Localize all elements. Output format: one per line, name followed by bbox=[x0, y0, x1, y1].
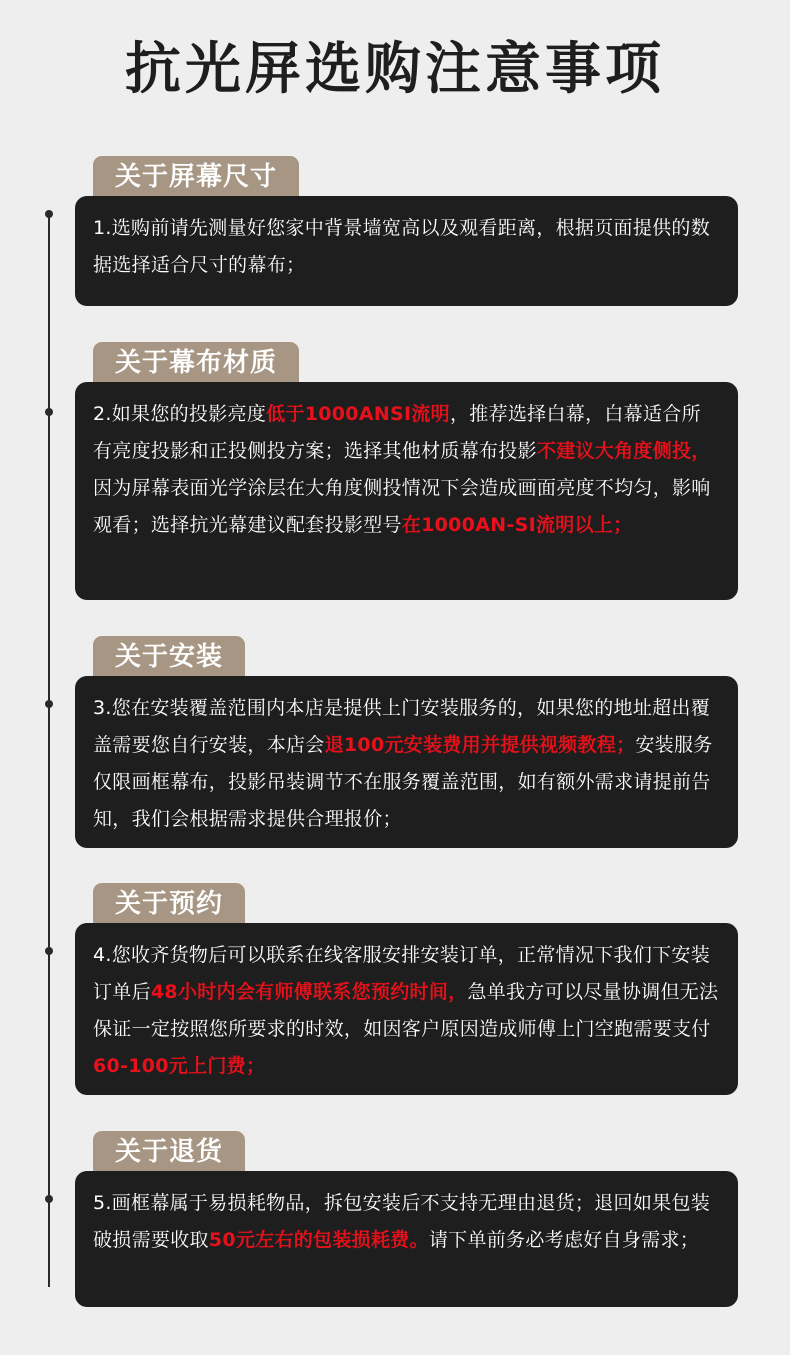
highlight-text: 48小时内会有师傅联系您预约时间， bbox=[150, 981, 468, 1003]
section-text bbox=[93, 690, 720, 838]
text-segment: 4.您收齐货物后可以联系在线客服安排安装订单，正常情况下我们下安装订单后 bbox=[93, 944, 711, 1003]
highlight-text: 60-100元上门费； bbox=[93, 1055, 266, 1077]
highlight-text: 退100元安装费用并提供视频教程； bbox=[324, 734, 636, 756]
section-heading: 关于退货 bbox=[93, 1131, 245, 1171]
highlight-text: 不建议大角度侧投， bbox=[536, 440, 711, 462]
timeline-dot bbox=[45, 210, 53, 218]
section-heading: 关于安装 bbox=[93, 636, 245, 676]
section-heading: 关于屏幕尺寸 bbox=[93, 156, 299, 196]
section-card bbox=[75, 923, 738, 1095]
timeline-dot bbox=[45, 947, 53, 955]
section-text bbox=[93, 937, 720, 1085]
section-card bbox=[75, 676, 738, 848]
timeline-dot bbox=[45, 408, 53, 416]
timeline-line bbox=[48, 213, 50, 1287]
section-card bbox=[75, 382, 738, 600]
section-card bbox=[75, 1171, 738, 1307]
timeline-dot bbox=[45, 1195, 53, 1203]
text-segment: 1.选购前请先测量好您家中背景墙宽高以及观看距离，根据页面提供的数据选择适合尺寸的幕布； bbox=[93, 217, 711, 276]
text-segment: 3.您在安装覆盖范围内本店是提供上门安装服务的，如果您的地址超出覆盖需要您自行安装，本店会 bbox=[93, 697, 711, 756]
section-text bbox=[93, 210, 720, 284]
section-text bbox=[93, 1185, 720, 1259]
text-segment: ，推荐选择白幕，白幕适合所有亮度投影和正投侧投方案；选择其他材质幕布投影 bbox=[93, 403, 701, 462]
section-text bbox=[93, 396, 720, 544]
text-segment: 急单我方可以尽量协调但无法保证一定按照您所要求的时效，如因客户原因造成师傅上门空跑需要支付 bbox=[93, 981, 719, 1040]
text-segment: 5.画框幕属于易损耗物品，拆包安装后不支持无理由退货；退回如果包装破损需要收取 bbox=[93, 1192, 711, 1251]
page-title: 抗光屏选购注意事项 bbox=[125, 37, 665, 102]
text-segment: 因为屏幕表面光学涂层在大角度侧投情况下会造成画面亮度不均匀，影响观看；选择抗光幕建议配套投影型号 bbox=[93, 477, 711, 536]
section-heading: 关于幕布材质 bbox=[93, 342, 299, 382]
text-segment: 2.如果您的投影亮度 bbox=[93, 403, 267, 425]
section-card bbox=[75, 196, 738, 306]
timeline-dot bbox=[45, 700, 53, 708]
highlight-text: 50元左右的包装损耗费。 bbox=[208, 1229, 429, 1251]
section-heading: 关于预约 bbox=[93, 883, 245, 923]
text-segment: 安装服务仅限画框幕布，投影吊装调节不在服务覆盖范围，如有额外需求请提前告知，我们会根据需求提供合理报价； bbox=[93, 734, 713, 830]
highlight-text: 低于1000ANSI流明 bbox=[266, 403, 450, 425]
highlight-text: 在1000AN-SI流明以上； bbox=[401, 514, 633, 536]
text-segment: 请下单前务必考虑好自身需求； bbox=[428, 1229, 700, 1251]
